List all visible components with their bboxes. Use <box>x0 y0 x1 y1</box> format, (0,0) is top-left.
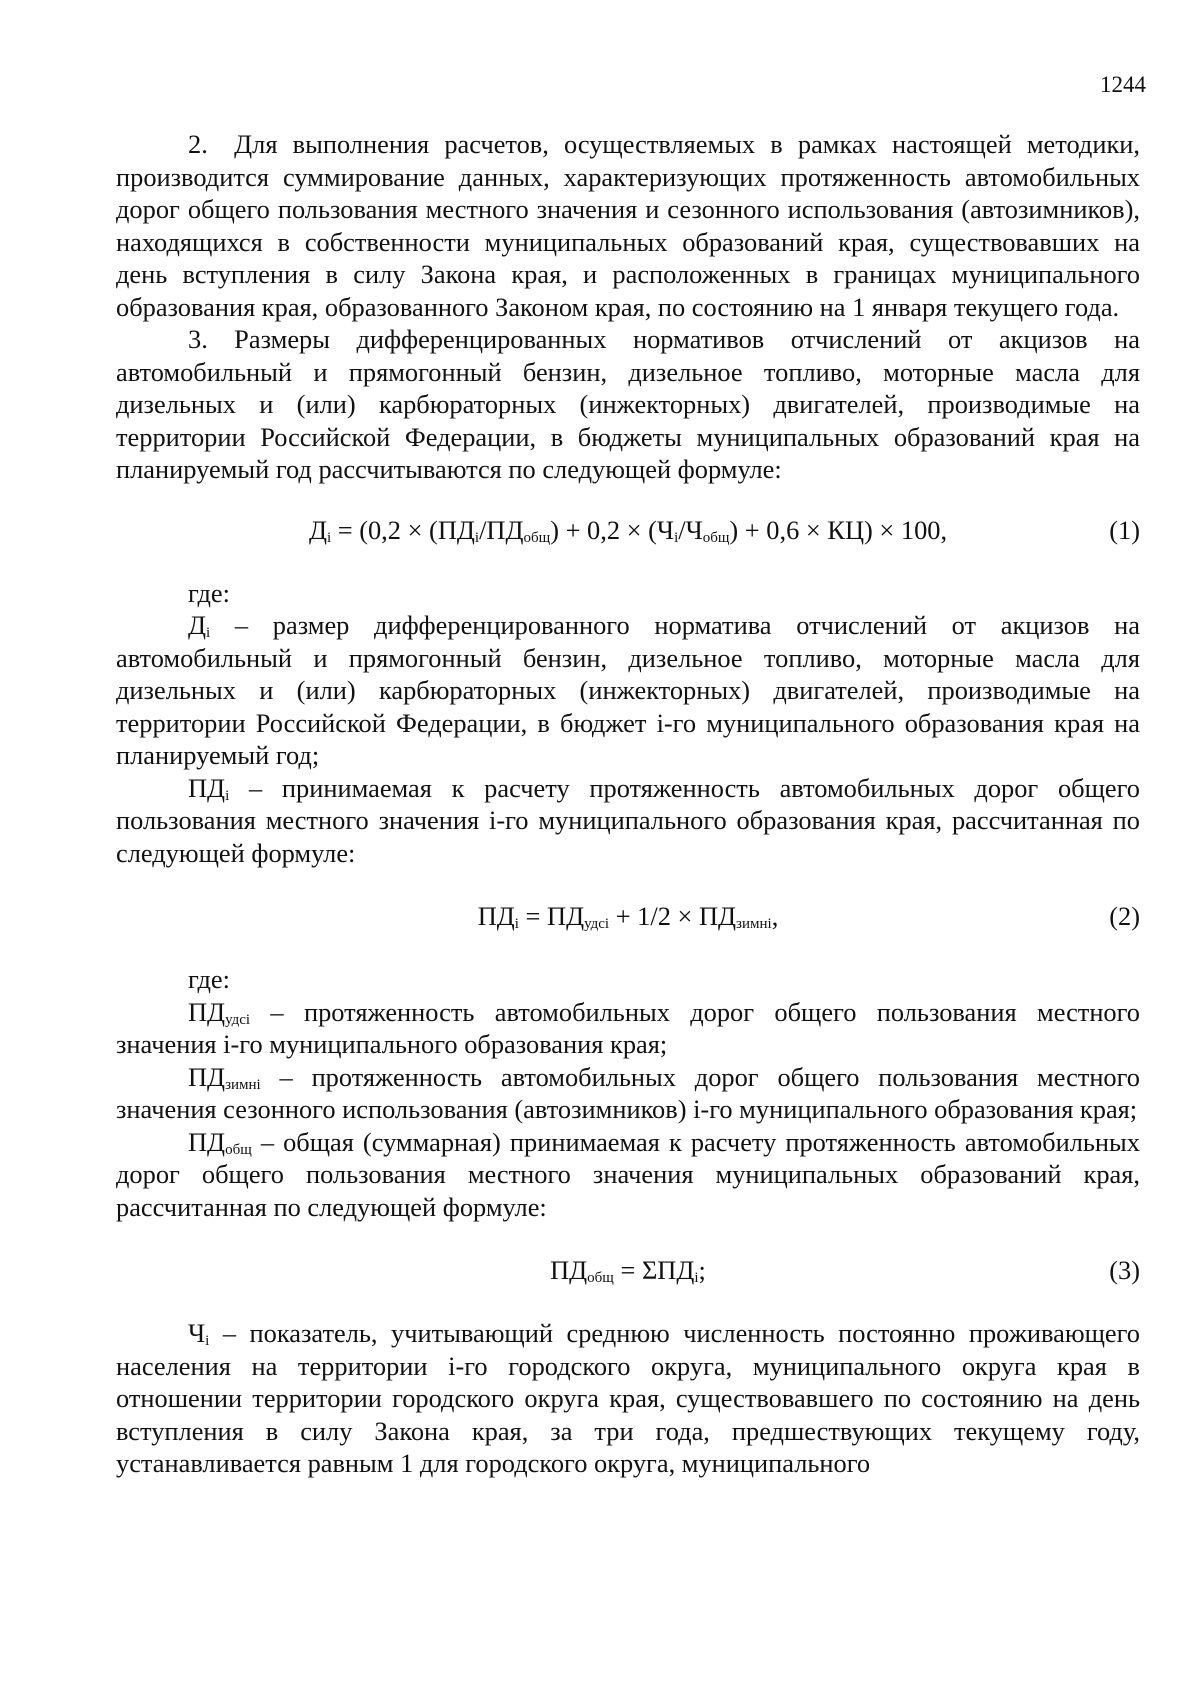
document-body <box>116 128 1140 1480</box>
paragraph-2: 2. Для выполнения расчетов, осуществляемых в рамках настоящей методики, производится суммирование данных, характеризующих протяженность автомобильных дорог общего пользования местного значения и сезонного использования (автозимников), находящихся в собственности муниципальных образований края, существовавших на день вступления в силу Закона края, и расположенных в границах муниципального образования края, образованного Законом края, по состоянию на 1 января текущего года. <box>116 129 1140 322</box>
formula-1-number: (1) <box>1109 514 1140 545</box>
formula-2-number: (2) <box>1109 901 1140 931</box>
formula-1-expression: $Д_i = (0,2 \times (ПД_i/ПД_{общ}) + 0,2 \times (Ч_i/Ч_{общ}) + 0,6 \times КЦ) \times 100$, <box>308 514 948 546</box>
formula-3-expression: $ПД_{общ} = \Sigma ПД_i$; <box>550 1255 706 1286</box>
definition-PDi: $ПД_i$ – принимаемая к расчету протяженность автомобильных дорог общего пользования местного значения i-го муниципального образования края, рассчитанная по следующей формуле: <box>116 772 1140 868</box>
formula-2 <box>116 900 1140 932</box>
formula-3-number: (3) <box>1109 1255 1140 1285</box>
formula-3 <box>116 1254 1140 1286</box>
page-number: 1244 <box>1100 72 1146 97</box>
where-label-1: где: <box>188 577 230 608</box>
paragraph-3: 3. Размеры дифференцированных нормативов отчислений от акцизов на автомобильный и прямогонный бензин, дизельное топливо, моторные масла для дизельных и (или) карбюраторных (инжекторных) двигателей, производимые на территории Российской Федерации, в бюджеты муниципальных образований края на планируемый год рассчитываются по следующей формуле: <box>116 324 1140 484</box>
where-label-2: где: <box>188 964 230 994</box>
definition-Di: $Д_i$ – размер дифференцированного норматива отчислений от акцизов на автомобильный и прямогонный бензин, дизельное топливо, моторные масла для дизельных и (или) карбюраторных (инжекторных) двигателей, производимые на территории Российской Федерации, в бюджет i-го муниципального образования края на планируемый год; <box>116 610 1140 770</box>
definition-PDudsi: $ПД_{удсі}$ – протяженность автомобильных дорог общего пользования местного значения i-го муниципального образования края; <box>116 996 1140 1059</box>
formula-2-expression: $ПД_i = ПД_{удсі} + 1/2 \times ПД_{зимні}$, <box>477 901 779 932</box>
definition-Chi: $Ч_i$ – показатель, учитывающий среднюю численность постоянно проживающего населения на территории i-го городского округа, муниципального округа края в отношении территории городского округа края, существовавшего по состоянию на день вступления в силу Закона края, за три года, предшествующих текущему году, устанавливается равным 1 для городского округа, муниципального <box>116 1318 1140 1478</box>
formula-1 <box>116 514 1140 546</box>
definition-PDobsh: $ПД_{общ}$ – общая (суммарная) принимаемая к расчету протяженность автомобильных дорог общего пользования местного значения муниципальных образований края, рассчитанная по следующей формуле: <box>116 1126 1140 1222</box>
definition-PDzimni: $ПД_{зимні}$ – протяженность автомобильных дорог общего пользования местного значения сезонного использования (автозимников) i-го муниципального образования края; <box>116 1061 1140 1124</box>
